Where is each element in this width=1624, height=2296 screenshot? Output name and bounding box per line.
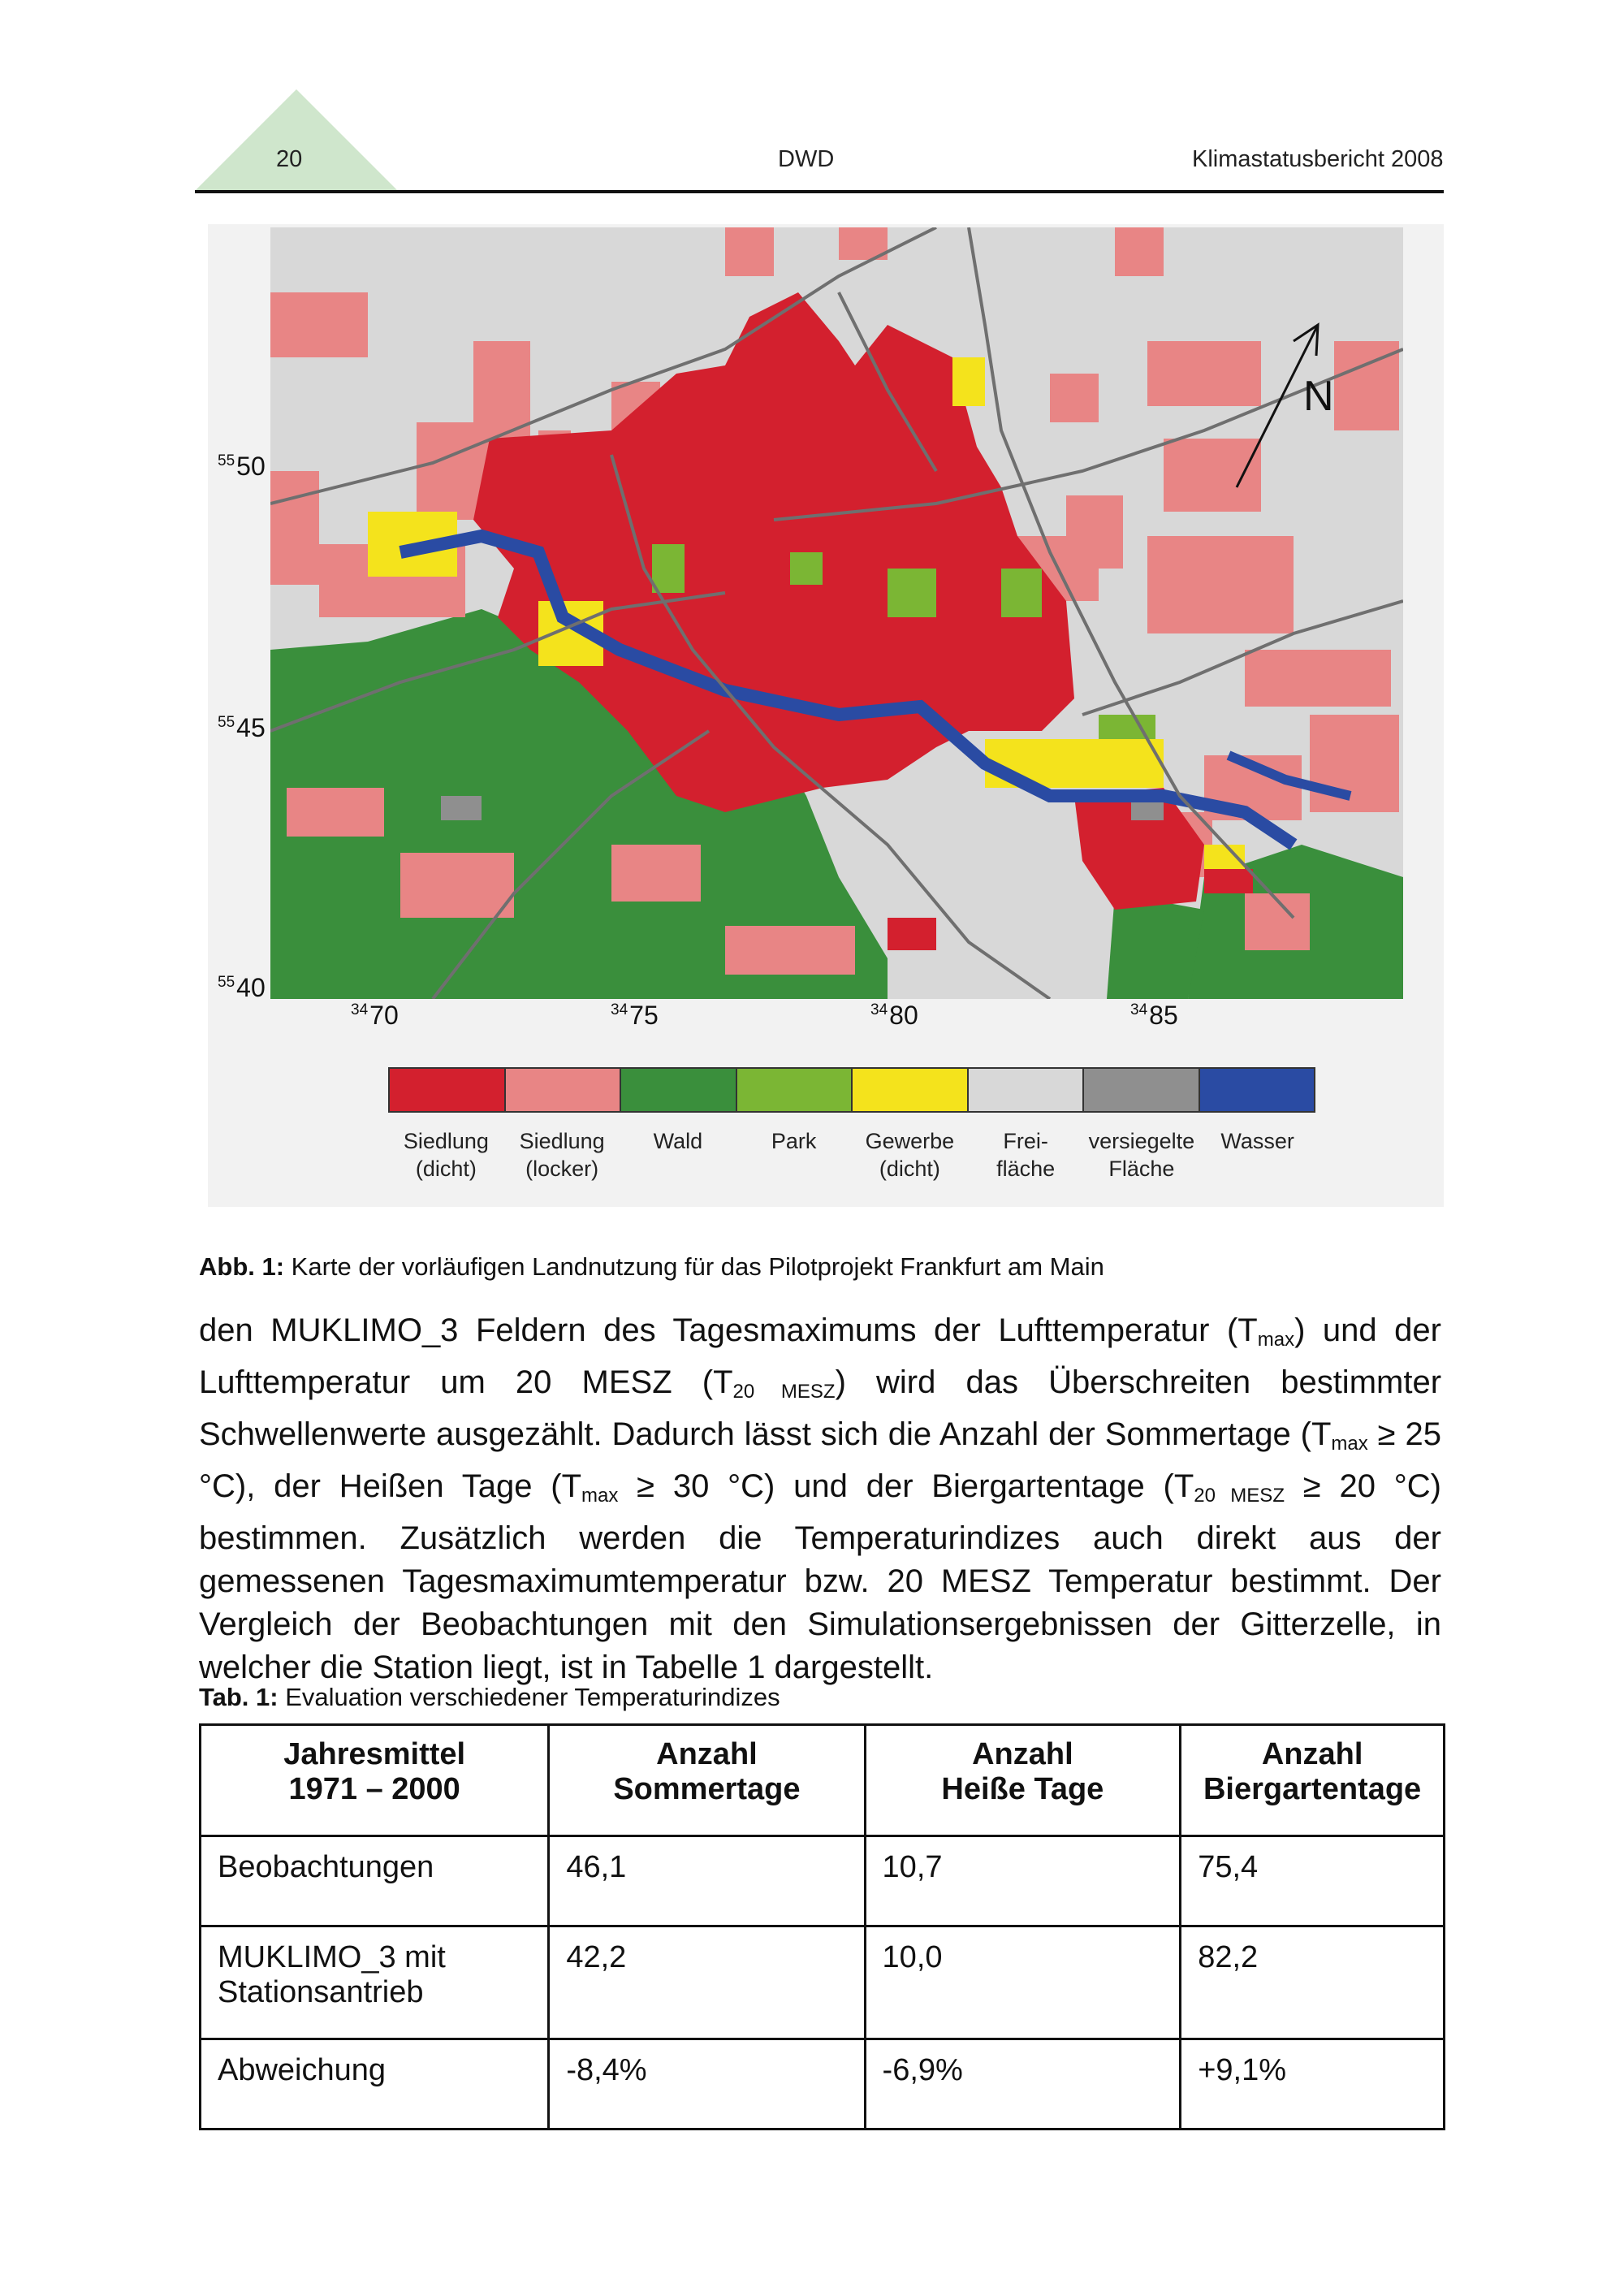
header-triangle-decoration [195, 89, 398, 191]
table-caption-label: Tab. 1: [199, 1683, 279, 1711]
legend-label-free-area: Frei- fläche [996, 1129, 1056, 1181]
publisher-label: DWD [778, 146, 835, 172]
legend-label-forest: Wald [653, 1129, 703, 1153]
table-row-label: Abweichung [201, 2039, 549, 2130]
header-rule [195, 190, 1444, 193]
legend-swatch-free-area [969, 1069, 1085, 1111]
table-header-cell: Anzahl Biergartentage [1181, 1725, 1445, 1836]
table-cell: -6,9% [865, 2039, 1181, 2130]
table-row-label: Beobachtungen [201, 1836, 549, 1926]
table-cell: 46,1 [549, 1836, 865, 1926]
x-axis-label-3485: $^{34}$85 [1130, 1001, 1178, 1030]
legend-label-settlement-loose: Siedlung (locker) [519, 1129, 605, 1181]
x-axis-label-3475: $^{34}$75 [611, 1001, 659, 1030]
north-label: N [1303, 373, 1334, 420]
legend-swatch-park [737, 1069, 853, 1111]
legend-label-sealed-area: versiegelte Fläche [1088, 1129, 1195, 1181]
page-number: 20 [276, 146, 303, 172]
legend-label-commercial: Gewerbe (dicht) [865, 1129, 955, 1181]
legend-swatch-water [1200, 1069, 1315, 1111]
table-cell: 42,2 [549, 1926, 865, 2039]
settlement-dense-patch [1204, 869, 1253, 893]
table-cell: +9,1% [1181, 2039, 1445, 2130]
table-header-row [201, 1725, 1445, 1836]
legend-swatch-settlement-loose [506, 1069, 622, 1111]
evaluation-table [199, 1723, 1445, 2130]
figure-caption-text: Karte der vorläufigen Landnutzung für das Pilotprojekt Frankfurt am Main [284, 1252, 1104, 1281]
table-cell: 82,2 [1181, 1926, 1445, 2039]
x-axis-label-3480: $^{34}$80 [870, 1001, 918, 1030]
land-use-map [270, 227, 1403, 999]
y-axis-label-5540: $^{55}$40 [218, 973, 266, 1002]
table-header-cell: Jahresmittel 1971 – 2000 [201, 1725, 549, 1836]
table-header-cell: Anzahl Sommertage [549, 1725, 865, 1836]
table-row [201, 1926, 1445, 2039]
legend-swatch-settlement-dense [390, 1069, 506, 1111]
legend-swatch-forest [621, 1069, 737, 1111]
legend-label-settlement-dense: Siedlung (dicht) [403, 1129, 489, 1181]
table-cell: 75,4 [1181, 1836, 1445, 1926]
legend-label-park: Park [771, 1129, 817, 1153]
table-caption [199, 1683, 780, 1712]
table-cell: 10,7 [865, 1836, 1181, 1926]
table-caption-text: Evaluation verschiedener Temperaturindizes [278, 1683, 780, 1711]
legend-color-bar [388, 1067, 1315, 1113]
legend-label-water: Wasser [1220, 1129, 1294, 1153]
forest-area-south [1107, 893, 1204, 999]
table-cell: -8,4% [549, 2039, 865, 2130]
y-axis-label-5545: $^{55}$45 [218, 713, 266, 742]
legend-swatch-sealed-area [1084, 1069, 1200, 1111]
legend-swatch-commercial [853, 1069, 969, 1111]
x-axis-label-3470: $^{34}$70 [351, 1001, 399, 1030]
table-row [201, 2039, 1445, 2130]
body-paragraph: den MUKLIMO_3 Feldern des Tagesmaximums der Lufttemperatur $(T_{max})$ und der Lufttemperatur um 20 MESZ $(T_{20 MESZ})$ wird das Überschreiten bestimmter Schwellenwerte ausgezählt. Dadurch lässt sich die Anzahl der Sommertage ($T_{max} \ge 25$ °C), der Heißen Tage ($T_{max} \ge 30$ °C) und der Biergartentage ($T_{20 MESZ} \ge 20$ °C) bestimmen. Zusätzlich werden die Temperaturindizes auch direkt aus der gemessenen Tagesmaximumtemperatur bzw. 20 MESZ Temperatur bestimmt. Der Vergleich der Beobachtungen mit den Simulationsergebnissen der Gitterzelle, in welcher die Station liegt, ist in Tabelle 1 dargestellt. [199, 1312, 1442, 1685]
table-header-cell: Anzahl Heiße Tage [865, 1725, 1181, 1836]
report-title: Klimastatusbericht 2008 [1192, 146, 1444, 172]
table-row-label: MUKLIMO_3 mit Stationsantrieb [201, 1926, 549, 2039]
table-row [201, 1836, 1445, 1926]
legend-labels [388, 1127, 1315, 1183]
table-cell: 10,0 [865, 1926, 1181, 2039]
figure-caption-label: Abb. 1: [199, 1252, 285, 1281]
y-axis-label-5550: $^{55}$50 [218, 452, 266, 481]
figure-caption [199, 1252, 1104, 1282]
settlement-dense-patch-south [888, 918, 936, 950]
